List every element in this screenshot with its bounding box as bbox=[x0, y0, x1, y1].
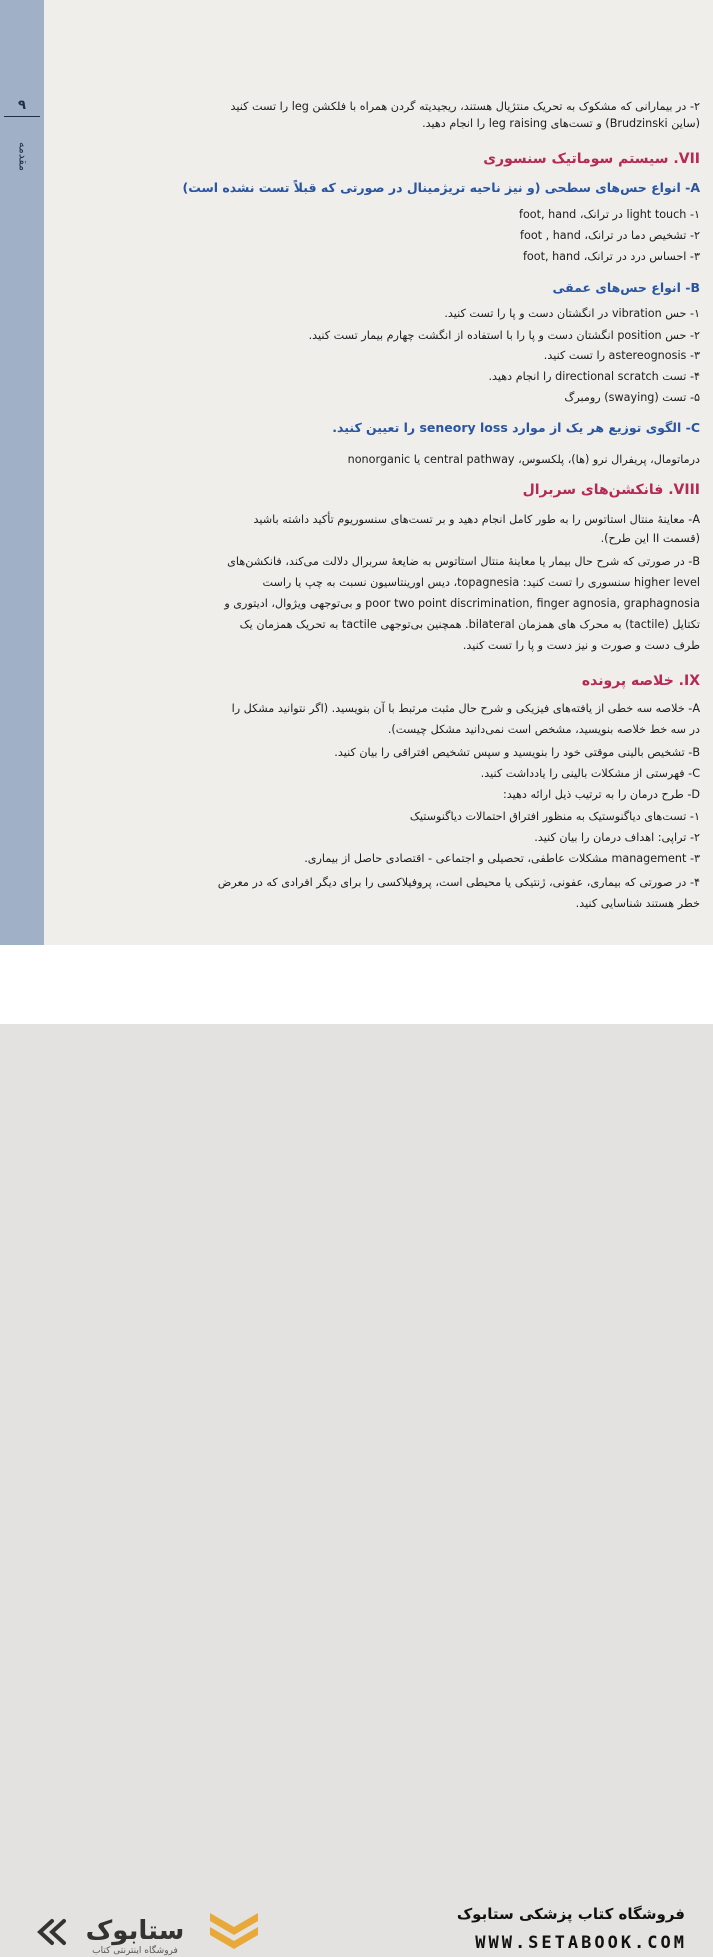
text-line: ۴- تست directional scratch را انجام دهید. bbox=[488, 370, 700, 383]
text-line: ۲- تشخیص دما در ترانک، foot , hand bbox=[520, 229, 700, 242]
sidebar-divider bbox=[4, 116, 40, 117]
store-title: فروشگاه کتاب پزشکی ستابوک bbox=[456, 1905, 685, 1923]
text-line: A- معاینهٔ منتال استاتوس را به طور کامل انجام دهید و بر تست‌های سنسوریوم تأکید داشته باشید bbox=[253, 513, 700, 526]
text-line: (قسمت II این طرح). bbox=[600, 532, 700, 545]
section-heading: VIII. فانکشن‌های سربرال bbox=[522, 482, 700, 498]
book-page bbox=[0, 0, 713, 945]
text-line: ۱- حس vibration در انگشتان دست و پا را تست کنید. bbox=[444, 307, 700, 320]
text-line: C- فهرستی از مشکلات بالینی را یادداشت کنید. bbox=[480, 767, 700, 780]
page-number: ۹ bbox=[18, 98, 26, 113]
text-line: ۲- حس position انگشتان دست و پا را با استفاده از انگشت چهارم بیمار تست کنید. bbox=[308, 329, 700, 342]
text-line: higher level سنسوری را تست کنید: topagnesia، دیس اورینتاسیون نسبت به چپ یا راست bbox=[262, 576, 700, 589]
text-line: ۱- تست‌های دیاگنوستیک به منظور افتراق احتمالات دیاگنوستیک bbox=[409, 810, 700, 823]
text-line: طرف دست و صورت و نیز دست و پا را تست کنید. bbox=[462, 639, 700, 652]
chapter-label: مقدمه bbox=[16, 141, 30, 172]
text-line: ۳- management مشکلات عاطفی، تحصیلی و اجتماعی - اقتصادی حاصل از بیماری. bbox=[304, 852, 700, 865]
text-line: در سه خط خلاصه بنویسید، مشخص است نمی‌دانید مشکل چیست). bbox=[387, 723, 700, 736]
subsection-heading: B- انواع حس‌های عمقی bbox=[552, 280, 700, 295]
book-chevron-icon bbox=[204, 1905, 264, 1957]
store-footer bbox=[0, 945, 713, 1956]
text-line: poor two point discrimination, finger agnosia, graphagnosia و بی‌توجهی ویژوال، ادیتوری و bbox=[224, 597, 700, 610]
section-heading: VII. سیستم سوماتیک سنسوری bbox=[483, 151, 700, 167]
text-line: (ساین Brudzinski) و تست‌های leg raising را انجام دهید. bbox=[422, 117, 700, 130]
subsection-heading: A- انواع حس‌های سطحی (و نیز ناحیه تریژمینال در صورتی که قبلاً تست نشده است) bbox=[182, 180, 700, 195]
subsection-heading: C- الگوی توزیع هر یک از موارد seneory loss را تعیین کنید. bbox=[332, 420, 700, 435]
text-line: ۴- در صورتی که بیماری، عفونی، ژنتیکی یا محیطی است، پروفیلاکسی را برای دیگر افرادی که در معرض bbox=[217, 876, 700, 889]
store-url[interactable]: WWW.SETABOOK.COM bbox=[475, 1933, 687, 1953]
text-line: ۳- احساس درد در ترانک، foot, hand bbox=[522, 250, 700, 263]
text-line: ۲- در بیمارانی که مشکوک به تحریک منتژیال هستند، ریجیدیته گردن همراه با فلکشن leg را تست کنید bbox=[230, 100, 700, 113]
chapter-sidebar bbox=[0, 0, 44, 945]
text-line: ۲- تراپی: اهداف درمان را بیان کنید. bbox=[534, 831, 700, 844]
setabook-logo bbox=[30, 1907, 190, 1957]
text-line: D- طرح درمان را به ترتیب ذیل ارائه دهید: bbox=[503, 788, 700, 801]
text-line: ۳- astereognosis را تست کنید. bbox=[543, 349, 700, 362]
text-line: درماتومال، پریفرال نرو (ها)، پلکسوس، central pathway یا nonorganic bbox=[347, 453, 700, 466]
logo-wordmark: ستابوک bbox=[85, 1916, 185, 1946]
text-line: B- تشخیص بالینی موقتی خود را بنویسید و سپس تشخیص افتراقی را بیان کنید. bbox=[334, 746, 700, 759]
logo-subtitle: فروشگاه اینترنتی کتاب bbox=[92, 1946, 178, 1956]
text-line: ۱- light touch در ترانک، foot, hand bbox=[519, 208, 700, 221]
text-line: تکتایل (tactile) به محرک های همزمان bilateral. همچنین بی‌توجهی tactile به تحریک همزمان یک bbox=[239, 618, 700, 631]
text-line: ۵- تست (swaying) رومبرگ bbox=[564, 391, 700, 404]
text-line: A- خلاصه سه خطی از یافته‌های فیزیکی و شرح حال مثبت مرتبط با آن بنویسید. (اگر نتوانید مشکل را bbox=[231, 702, 700, 715]
text-line: خطر هستند شناسایی کنید. bbox=[575, 897, 700, 910]
text-line: B- در صورتی که شرح حال بیمار یا معاینهٔ منتال استاتوس به ضایعهٔ سربرال دلالت می‌کند، فانکشن‌های bbox=[227, 555, 700, 568]
section-heading: IX. خلاصه پرونده bbox=[581, 673, 700, 689]
